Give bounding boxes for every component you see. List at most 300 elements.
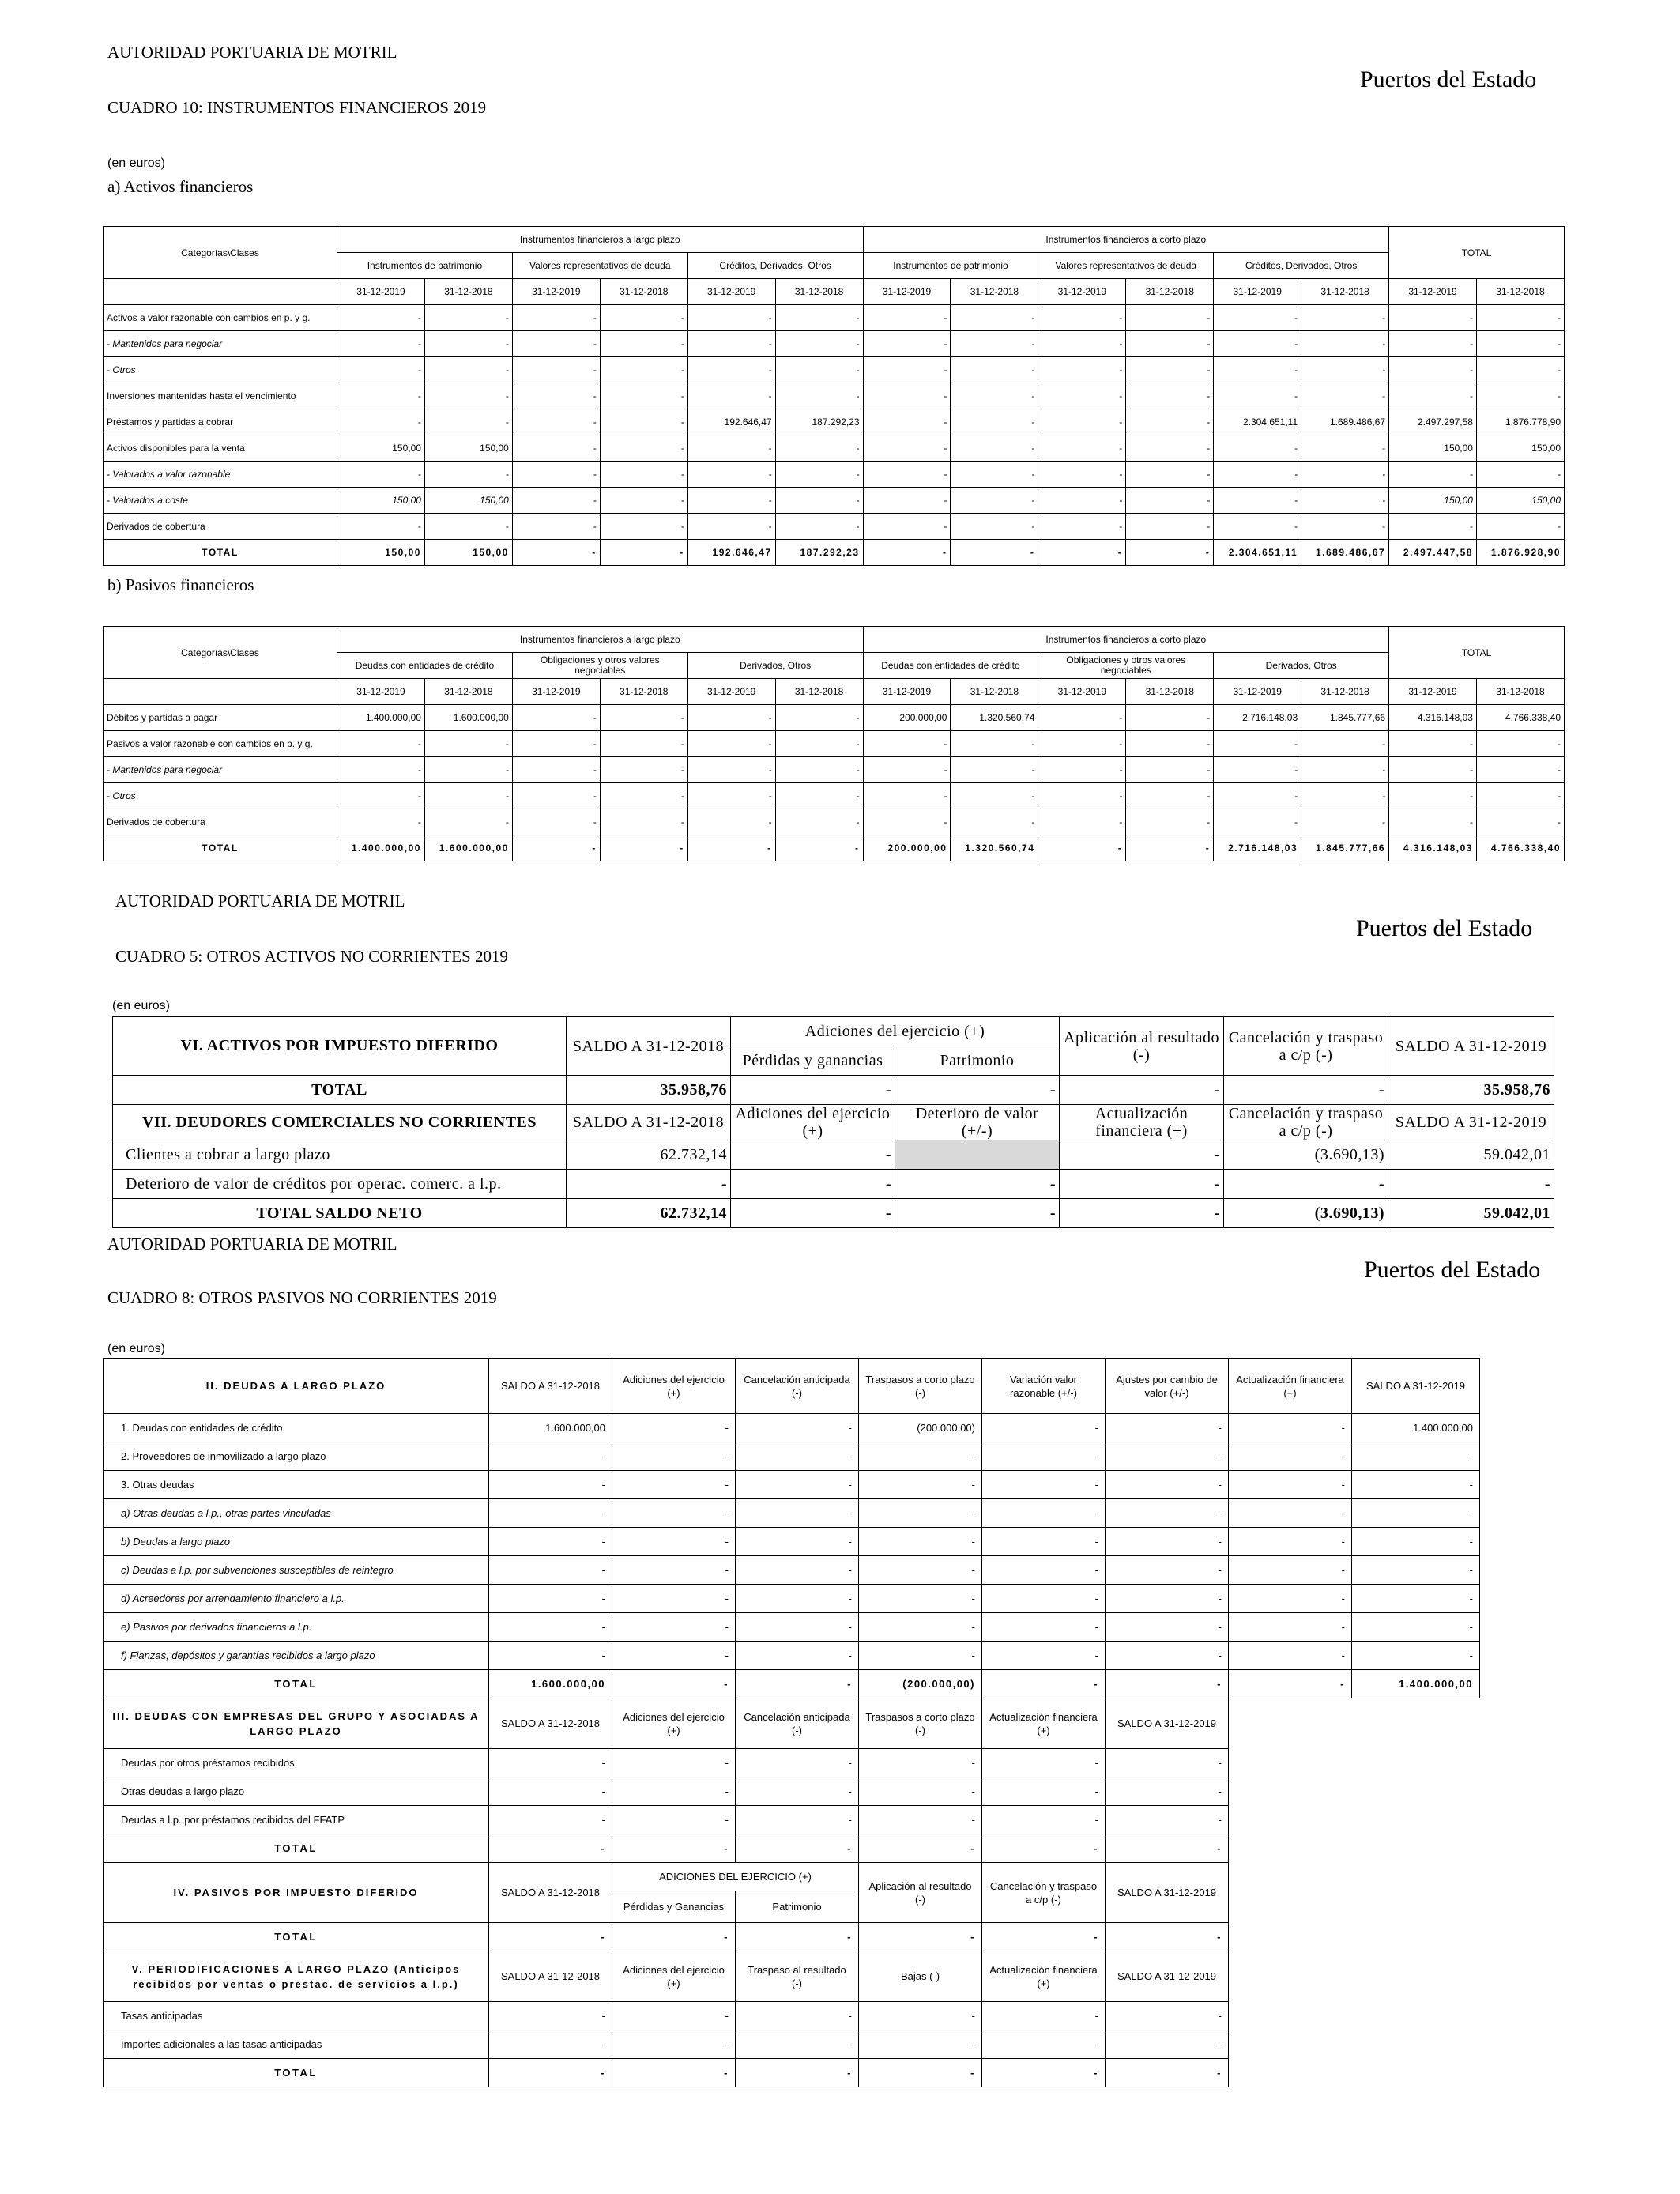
empty-cell: [1352, 2059, 1480, 2087]
total-value: 1.400.000,00: [337, 835, 425, 861]
row-label: d) Acreedores por arrendamiento financiero a l.p.: [104, 1585, 489, 1613]
value-cell: -: [775, 783, 863, 809]
value-cell: -: [1301, 383, 1389, 409]
value-cell: -: [859, 1442, 982, 1471]
row-label: - Valorados a valor razonable: [104, 462, 337, 488]
value-cell: -: [612, 1442, 736, 1471]
total-value: 200.000,00: [863, 835, 951, 861]
pasivos-title: b) Pasivos financieros: [107, 575, 254, 594]
row-label: 2. Proveedores de inmovilizado a largo plazo: [104, 1442, 489, 1471]
value-cell: -: [1214, 757, 1301, 783]
value-cell: -: [982, 1749, 1106, 1777]
cuadro8-title: CUADRO 8: OTROS PASIVOS NO CORRIENTES 2019: [107, 1288, 497, 1307]
value-cell: -: [337, 514, 425, 540]
value-cell: 150,00: [1476, 435, 1564, 462]
section-v-heading: V. PERIODIFICACIONES A LARGO PLAZO (Anticipos recibidos por ventas o prestac. de servicios a l.p.): [104, 1951, 489, 2002]
value-cell: -: [612, 1556, 736, 1585]
value-cell: -: [775, 757, 863, 783]
empty-cell: [1229, 1891, 1352, 1923]
value-cell: -: [612, 1528, 736, 1556]
table-row: [104, 462, 1565, 488]
row-label: Importes adicionales a las tasas anticipadas: [104, 2030, 489, 2059]
header-categorias: Categorías\Clases: [104, 627, 337, 679]
value-cell: 1.600.000,00: [489, 1414, 612, 1442]
brand-logo-text: Puertos del Estado: [1360, 66, 1537, 92]
value-cell: -: [600, 809, 687, 835]
column-header: Actualización financiera (+): [1229, 1359, 1352, 1414]
value-cell: -: [863, 488, 951, 514]
value-cell: -: [489, 1442, 612, 1471]
value-cell: -: [687, 705, 775, 731]
column-header: SALDO A 31-12-2018: [489, 1863, 612, 1923]
value-cell: -: [600, 488, 687, 514]
value-cell: -: [895, 1170, 1060, 1199]
value-cell: -: [1126, 731, 1214, 757]
group-header-6: Derivados, Otros: [1214, 653, 1389, 679]
table-row: [104, 409, 1565, 435]
empty-cell: [1229, 1951, 1352, 2002]
org-name: AUTORIDAD PORTUARIA DE MOTRIL: [107, 43, 397, 62]
value-cell: -: [489, 1642, 612, 1670]
total-value: -: [859, 1923, 982, 1951]
empty-cell: [1229, 1749, 1352, 1777]
empty-cell: [1352, 1749, 1480, 1777]
column-header: Ajustes por cambio de valor (+/-): [1106, 1359, 1229, 1414]
table-row: [104, 783, 1565, 809]
value-cell: -: [775, 357, 863, 383]
total-value: 150,00: [337, 540, 425, 566]
value-cell: -: [863, 383, 951, 409]
value-cell: 2.497.297,58: [1389, 409, 1477, 435]
date-header: 31-12-2018: [1301, 279, 1389, 305]
value-cell: -: [1476, 357, 1564, 383]
table-row: [104, 357, 1565, 383]
total-label: TOTAL: [113, 1076, 567, 1105]
value-cell: -: [951, 305, 1038, 331]
value-cell: -: [863, 731, 951, 757]
value-cell: -: [1352, 1613, 1480, 1642]
table-row: [113, 1140, 1554, 1170]
value-cell: -: [736, 1613, 859, 1642]
value-cell: -: [863, 435, 951, 462]
value-cell: -: [612, 2002, 736, 2030]
value-cell: -: [424, 383, 512, 409]
date-header: 31-12-2018: [951, 279, 1038, 305]
date-header: 31-12-2018: [775, 279, 863, 305]
value-cell: -: [982, 1471, 1106, 1499]
table-row: [104, 731, 1565, 757]
total-value: -: [1106, 1670, 1229, 1698]
value-cell: -: [863, 305, 951, 331]
column-header: SALDO A 31-12-2019: [1106, 1698, 1229, 1749]
column-header: Cancelación anticipada (-): [736, 1359, 859, 1414]
value-cell: -: [1126, 357, 1214, 383]
total-label: TOTAL: [104, 1834, 489, 1863]
section-ii-heading: II. DEUDAS A LARGO PLAZO: [104, 1359, 489, 1414]
empty-cell: [1229, 2030, 1352, 2059]
value-cell: -: [736, 1806, 859, 1834]
value-cell: -: [687, 305, 775, 331]
value-cell: -: [1214, 435, 1301, 462]
value-cell: -: [489, 1806, 612, 1834]
value-cell: -: [424, 731, 512, 757]
value-cell: -: [1229, 1414, 1352, 1442]
table-row: [104, 514, 1565, 540]
value-cell: -: [1038, 435, 1126, 462]
blank-cell: [104, 679, 337, 705]
value-cell: -: [859, 1806, 982, 1834]
row-label: Activos a valor razonable con cambios en p. y g.: [104, 305, 337, 331]
total-value: 35.958,76: [1388, 1076, 1554, 1105]
header-largo-plazo: Instrumentos financieros a largo plazo: [337, 627, 864, 653]
value-cell: -: [337, 305, 425, 331]
value-cell: -: [424, 305, 512, 331]
value-cell: -: [612, 1642, 736, 1670]
value-cell: -: [951, 757, 1038, 783]
total-value: 192.646,47: [687, 540, 775, 566]
org-name: AUTORIDAD PORTUARIA DE MOTRIL: [115, 892, 405, 910]
value-cell: -: [1106, 1749, 1229, 1777]
value-cell: -: [1229, 1471, 1352, 1499]
value-cell: -: [424, 809, 512, 835]
value-cell: -: [951, 331, 1038, 357]
value-cell: 1.320.560,74: [951, 705, 1038, 731]
column-header: Adiciones del ejercicio (+): [612, 1951, 736, 2002]
value-cell: 150,00: [424, 435, 512, 462]
total-value: -: [982, 1670, 1106, 1698]
row-label: Tasas anticipadas: [104, 2002, 489, 2030]
total-label: TOTAL SALDO NETO: [113, 1199, 567, 1228]
value-cell: -: [1038, 757, 1126, 783]
value-cell: -: [612, 1471, 736, 1499]
value-cell: -: [1388, 1170, 1554, 1199]
value-cell: 200.000,00: [863, 705, 951, 731]
value-cell: -: [736, 1499, 859, 1528]
date-header: 31-12-2019: [1214, 679, 1301, 705]
value-cell: -: [775, 383, 863, 409]
section-vi-heading: VI. ACTIVOS POR IMPUESTO DIFERIDO: [113, 1017, 567, 1076]
value-cell: -: [337, 409, 425, 435]
table-row: [104, 1642, 1480, 1670]
total-label: TOTAL: [104, 540, 337, 566]
total-value: -: [982, 2059, 1106, 2087]
value-cell: -: [424, 757, 512, 783]
date-header: 31-12-2018: [951, 679, 1038, 705]
empty-cell: [1352, 1834, 1480, 1863]
value-cell: -: [736, 1777, 859, 1806]
value-cell: -: [863, 357, 951, 383]
total-value: 150,00: [424, 540, 512, 566]
column-header: Adiciones del ejercicio (+): [612, 1359, 736, 1414]
total-value: -: [1106, 1834, 1229, 1863]
col-cancelacion: Cancelación y traspaso a c/p (-): [1224, 1017, 1388, 1076]
value-cell: -: [1126, 514, 1214, 540]
row-label: e) Pasivos por derivados financieros a l.p.: [104, 1613, 489, 1642]
value-cell: -: [1126, 409, 1214, 435]
total-value: 4.316.148,03: [1389, 835, 1477, 861]
value-cell: -: [1301, 731, 1389, 757]
total-value: -: [895, 1199, 1060, 1228]
table-row: [104, 1806, 1480, 1834]
value-cell: -: [859, 2002, 982, 2030]
value-cell: -: [1214, 809, 1301, 835]
value-cell: -: [775, 705, 863, 731]
table-row: [104, 1499, 1480, 1528]
value-cell: -: [863, 514, 951, 540]
total-value: -: [736, 1670, 859, 1698]
table-row: [104, 305, 1565, 331]
column-header: SALDO A 31-12-2019: [1388, 1105, 1554, 1140]
value-cell: -: [489, 1499, 612, 1528]
cuadro5-title: CUADRO 5: OTROS ACTIVOS NO CORRIENTES 2019: [115, 947, 509, 966]
pasivos-financieros-table: [103, 626, 1565, 861]
column-header: Adiciones del ejercicio (+): [731, 1105, 895, 1140]
value-cell: -: [775, 462, 863, 488]
table-row: [104, 2030, 1480, 2059]
value-cell: -: [859, 1585, 982, 1613]
value-cell: -: [1038, 305, 1126, 331]
table-row: [104, 1471, 1480, 1499]
total-label: TOTAL: [104, 2059, 489, 2087]
value-cell: (200.000,00): [859, 1414, 982, 1442]
value-cell: -: [1126, 462, 1214, 488]
total-value: -: [1106, 2059, 1229, 2087]
total-value: 1.600.000,00: [489, 1670, 612, 1698]
group-header-3: Créditos, Derivados, Otros: [687, 253, 863, 279]
value-cell: -: [1301, 305, 1389, 331]
value-cell: -: [1126, 331, 1214, 357]
value-cell: -: [982, 1777, 1106, 1806]
value-cell: -: [1352, 1585, 1480, 1613]
col-saldo-2018: SALDO A 31-12-2018: [567, 1017, 731, 1076]
column-header: SALDO A 31-12-2019: [1106, 1863, 1229, 1923]
value-cell: -: [687, 809, 775, 835]
date-header: 31-12-2019: [863, 679, 951, 705]
header-corto-plazo: Instrumentos financieros a corto plazo: [863, 627, 1389, 653]
value-cell: -: [1476, 383, 1564, 409]
row-label: Activos disponibles para la venta: [104, 435, 337, 462]
value-cell: -: [731, 1170, 895, 1199]
column-header: SALDO A 31-12-2019: [1106, 1951, 1229, 2002]
org-name: AUTORIDAD PORTUARIA DE MOTRIL: [107, 1235, 397, 1253]
value-cell: -: [951, 383, 1038, 409]
col-perdidas: Pérdidas y ganancias: [731, 1046, 895, 1076]
value-cell: -: [1038, 488, 1126, 514]
value-cell: -: [424, 409, 512, 435]
value-cell: -: [951, 731, 1038, 757]
value-cell: -: [512, 757, 600, 783]
value-cell: -: [687, 435, 775, 462]
value-cell: -: [687, 731, 775, 757]
column-header: Traspaso al resultado (-): [736, 1951, 859, 2002]
value-cell: -: [1301, 757, 1389, 783]
column-header: SALDO A 31-12-2018: [489, 1359, 612, 1414]
value-cell: -: [859, 1777, 982, 1806]
value-cell: -: [1126, 488, 1214, 514]
value-cell: -: [512, 305, 600, 331]
value-cell: -: [1106, 2002, 1229, 2030]
value-cell: -: [600, 409, 687, 435]
value-cell: 150,00: [337, 488, 425, 514]
col-aplicacion: Aplicación al resultado (-): [1060, 1017, 1224, 1076]
value-cell: -: [1389, 305, 1477, 331]
total-value: -: [863, 540, 951, 566]
total-value: -: [1060, 1199, 1224, 1228]
total-value: 2.716.148,03: [1214, 835, 1301, 861]
total-value: 2.304.651,11: [1214, 540, 1301, 566]
total-value: -: [951, 540, 1038, 566]
header-largo-plazo: Instrumentos financieros a largo plazo: [337, 227, 864, 253]
total-value: -: [1038, 835, 1126, 861]
value-cell: -: [337, 383, 425, 409]
empty-cell: [1229, 1863, 1352, 1891]
column-header: SALDO A 31-12-2019: [1352, 1359, 1480, 1414]
row-label: b) Deudas a largo plazo: [104, 1528, 489, 1556]
value-cell: -: [612, 1749, 736, 1777]
value-cell: -: [1389, 514, 1477, 540]
value-cell: -: [1352, 1528, 1480, 1556]
value-cell: -: [612, 1777, 736, 1806]
value-cell: -: [1389, 383, 1477, 409]
date-header: 31-12-2019: [687, 279, 775, 305]
col-adiciones: Adiciones del ejercicio (+): [731, 1017, 1060, 1046]
date-header: 31-12-2019: [337, 679, 425, 705]
value-cell: -: [1389, 357, 1477, 383]
value-cell: -: [489, 1777, 612, 1806]
value-cell: -: [1301, 331, 1389, 357]
total-row: [104, 2059, 1480, 2087]
value-cell: -: [859, 1613, 982, 1642]
value-cell: -: [1106, 1442, 1229, 1471]
value-cell: -: [489, 2030, 612, 2059]
value-cell: -: [951, 809, 1038, 835]
total-value: -: [736, 1834, 859, 1863]
value-cell: -: [600, 757, 687, 783]
total-value: 59.042,01: [1388, 1199, 1554, 1228]
value-cell: -: [1038, 705, 1126, 731]
section-header-row: [104, 1359, 1480, 1414]
value-cell: -: [1224, 1170, 1388, 1199]
total-value: 1.400.000,00: [1352, 1670, 1480, 1698]
value-cell: -: [1301, 462, 1389, 488]
value-cell: -: [775, 305, 863, 331]
table-row: [104, 809, 1565, 835]
value-cell: -: [859, 1749, 982, 1777]
value-cell: -: [736, 1414, 859, 1442]
value-cell: -: [424, 357, 512, 383]
value-cell: 150,00: [1476, 488, 1564, 514]
value-cell: -: [1352, 1642, 1480, 1670]
column-header: Actualización financiera (+): [1060, 1105, 1224, 1140]
value-cell: -: [736, 1642, 859, 1670]
total-value: -: [687, 835, 775, 861]
value-cell: -: [1229, 1499, 1352, 1528]
value-cell: -: [982, 2002, 1106, 2030]
table-row: [104, 1442, 1480, 1471]
group-header-1: Instrumentos de patrimonio: [337, 253, 513, 279]
section-iii-heading: III. DEUDAS CON EMPRESAS DEL GRUPO Y ASOCIADAS A LARGO PLAZO: [104, 1698, 489, 1749]
value-cell: -: [337, 809, 425, 835]
total-value: -: [612, 2059, 736, 2087]
total-value: 4.766.338,40: [1476, 835, 1564, 861]
value-cell: -: [1126, 305, 1214, 331]
value-cell: -: [424, 783, 512, 809]
value-cell: -: [736, 1585, 859, 1613]
table-row: [104, 331, 1565, 357]
date-header: 31-12-2018: [775, 679, 863, 705]
value-cell: -: [1214, 357, 1301, 383]
table-row: [104, 383, 1565, 409]
value-cell: 4.766.338,40: [1476, 705, 1564, 731]
value-cell: -: [512, 331, 600, 357]
value-cell: -: [863, 331, 951, 357]
value-cell: -: [1126, 435, 1214, 462]
value-cell: -: [1301, 488, 1389, 514]
value-cell: -: [951, 357, 1038, 383]
value-cell: 1.876.778,90: [1476, 409, 1564, 435]
date-header: 31-12-2018: [1301, 679, 1389, 705]
value-cell: -: [736, 2002, 859, 2030]
header-total: TOTAL: [1389, 627, 1565, 679]
date-header: 31-12-2019: [1038, 679, 1126, 705]
value-cell: -: [1352, 1556, 1480, 1585]
row-label: Débitos y partidas a pagar: [104, 705, 337, 731]
total-value: 1.689.486,67: [1301, 540, 1389, 566]
total-label: TOTAL: [104, 835, 337, 861]
date-header: 31-12-2018: [1476, 679, 1564, 705]
value-cell: -: [424, 514, 512, 540]
value-cell: -: [600, 783, 687, 809]
empty-cell: [1229, 1806, 1352, 1834]
value-cell: -: [1106, 1777, 1229, 1806]
row-label: Pasivos a valor razonable con cambios en p. y g.: [104, 731, 337, 757]
date-header: 31-12-2018: [600, 279, 687, 305]
value-cell: -: [687, 462, 775, 488]
total-value: -: [1224, 1076, 1388, 1105]
value-cell: -: [687, 757, 775, 783]
value-cell: -: [982, 1806, 1106, 1834]
value-cell: 150,00: [1389, 488, 1477, 514]
total-value: -: [1038, 540, 1126, 566]
value-cell: -: [982, 1556, 1106, 1585]
value-cell: -: [863, 462, 951, 488]
table-row: [104, 2002, 1480, 2030]
value-cell: -: [951, 488, 1038, 514]
value-cell: -: [1126, 783, 1214, 809]
value-cell: -: [1038, 409, 1126, 435]
total-value: (200.000,00): [859, 1670, 982, 1698]
value-cell: -: [951, 409, 1038, 435]
value-cell: -: [1126, 809, 1214, 835]
value-cell: 2.304.651,11: [1214, 409, 1301, 435]
total-value: -: [612, 1923, 736, 1951]
date-header: 31-12-2019: [1389, 279, 1477, 305]
date-header: 31-12-2018: [424, 279, 512, 305]
total-value: -: [512, 835, 600, 861]
brand-logo-text: Puertos del Estado: [1356, 915, 1533, 941]
column-header: Aplicación al resultado (-): [859, 1863, 982, 1923]
total-row: [104, 1670, 1480, 1698]
date-header: 31-12-2018: [600, 679, 687, 705]
empty-cell: [1229, 2002, 1352, 2030]
blank-cell: [104, 279, 337, 305]
column-header: Pérdidas y Ganancias: [612, 1891, 736, 1923]
date-header: 31-12-2019: [687, 679, 775, 705]
value-cell: -: [1106, 1613, 1229, 1642]
total-value: -: [612, 1670, 736, 1698]
value-cell: -: [1126, 705, 1214, 731]
total-row: [104, 1923, 1480, 1951]
